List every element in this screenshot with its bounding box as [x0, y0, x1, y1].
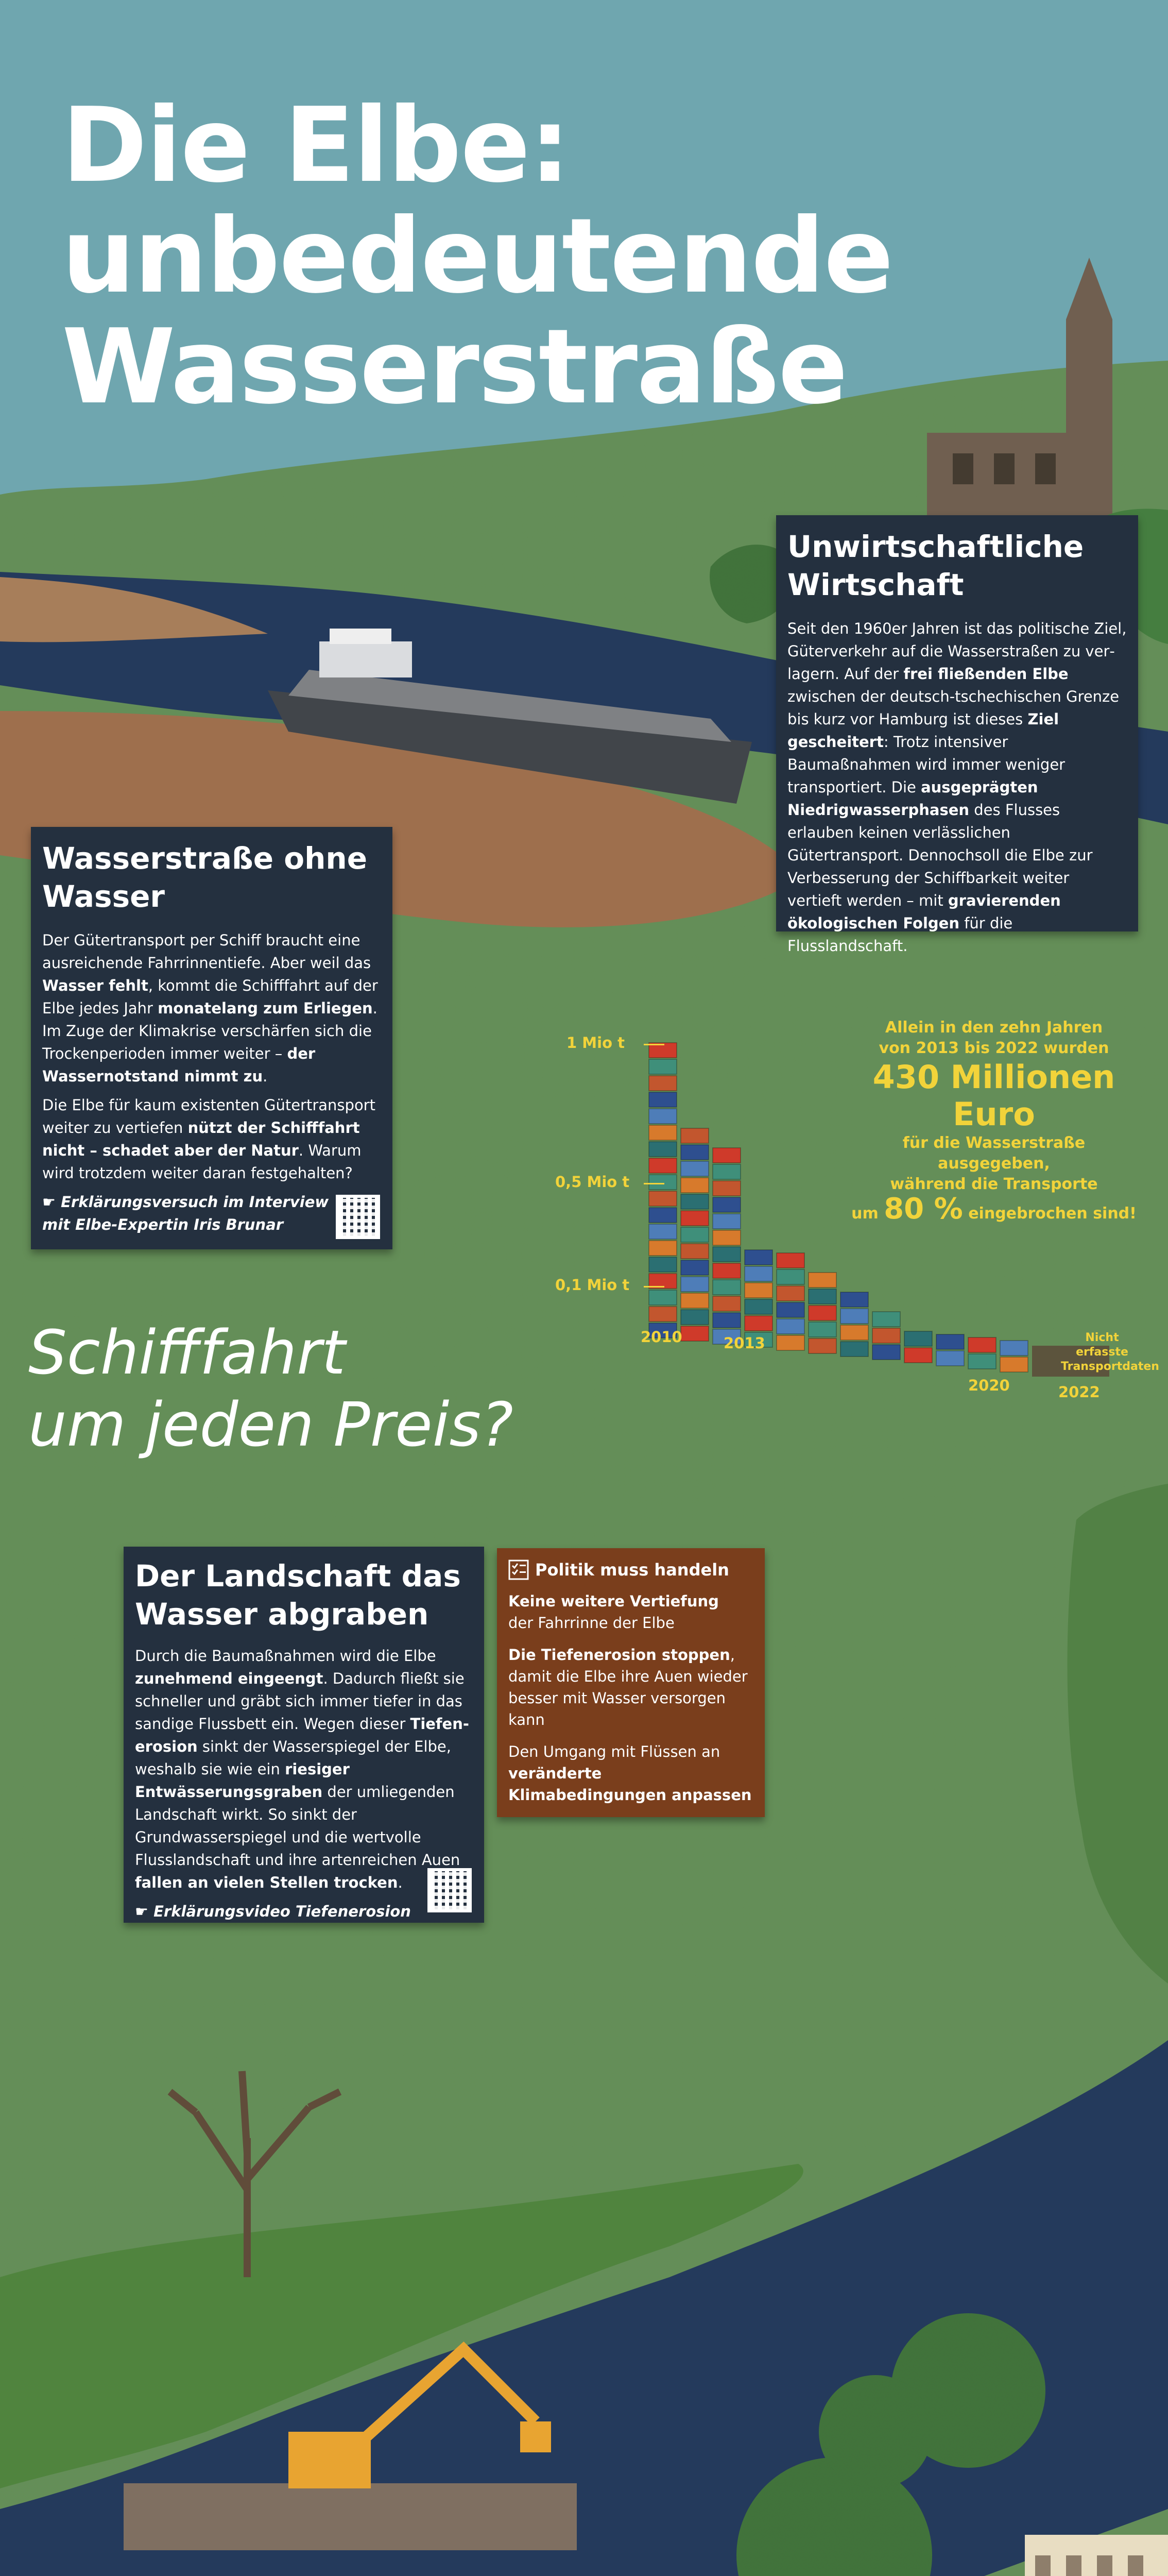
cost-statistic [850, 1018, 1138, 1224]
y-tick-05mio [644, 1183, 664, 1184]
qr-code-video[interactable] [431, 1871, 469, 1909]
interview-link[interactable]: ☛ Erklärungsversuch im Interview mit Elbe-Expertin Iris Brunar [42, 1193, 329, 1233]
y-tick-label-01mio: 0,1 Mio t [555, 1276, 630, 1294]
stat-line-1: Allein in den zehn Jahren [885, 1019, 1103, 1037]
panel-paragraph-2: Die Elbe für kaum existenten Gütertransport weiter zu vertiefen nützt der Schifffahrt nicht – schadet aber der Natur. Warum wird trotzdem weiter daran festgehalten? [42, 1096, 375, 1182]
stat-line-2: von 2013 bis 2022 wurden [879, 1039, 1109, 1057]
panel-heading: Der Landschaft das Wasser abgraben [135, 1558, 461, 1632]
panel-text: Seit den 1960er Jahren ist das politische Ziel, Güterverkehr auf die Wasserstraßen zu verlagern. Auf der frei fließenden Elbe zwischen der deutsch-tschechischen Grenze bis kurz vor Hamburg ist dieses Ziel gescheitert: Trotz intensiver Baumaßnahmen wird immer weniger transportiert. Die ausgeprägten Niedrigwasserphasen des Flusses erlauben keinen verlässlichen Gütertransport. Dennochsoll die Elbe zur Verbesserung der Schiffbarkeit weiter vertieft werden – mit gravierenden ökologischen Folgen für die Flusslandschaft. [787, 620, 1127, 955]
panel-text: Durch die Baumaßnahmen wird die Elbe zunehmend eingeengt. Dadurch fließt sie schneller und gräbt sich immer tiefer in das sandige Flussbett ein. Wegen dieser Tiefenerosion sinkt der Wasserspiegel der Elbe, weshalb sie wie ein riesiger Entwässerungsgraben der umliegenden Landschaft wirkt. So sinkt der Grundwasserspiegel und die wertvolle Flusslandschaft und ihre artenreichen Auen fallen an vielen Stellen trocken. [135, 1647, 469, 1891]
y-tick-01mio [644, 1286, 664, 1287]
policy-item-3: Den Umgang mit Flüssen an veränderte Klimabedingungen anpassen [508, 1743, 752, 1804]
stat-line-3: für die Wasserstraße ausgegeben, [902, 1134, 1086, 1173]
stat-percent-line: um 80 % eingebrochen sind! [851, 1192, 1137, 1226]
section-subheading: Schifffahrt um jeden Preis? [28, 1317, 513, 1460]
stat-line-4: während die Transporte [890, 1175, 1098, 1193]
y-tick-label-1mio: 1 Mio t [566, 1034, 625, 1052]
page-title-line-1: Die Elbe: [62, 86, 570, 206]
panel-paragraph-1: Der Gütertransport per Schiff braucht eine ausreichende Fahrrinnentiefe. Aber weil das Wasser fehlt, kommt die Schifffahrt auf der Elbe jedes Jahr monatelang zum Erliegen. Im Zuge der Klimakrise verschärfen sich die Trockenperioden immer weiter – der Wassernotstand nimmt zu. [42, 931, 378, 1085]
panel-unwirtschaftliche-wirtschaft [776, 515, 1138, 955]
panel-landschaft-wasser-abgraben [124, 1547, 484, 1923]
policy-heading: Politik muss handeln [508, 1557, 753, 1582]
page-title-line-3: Wasserstraße [62, 307, 847, 427]
x-tick-label-2020: 2020 [968, 1377, 1010, 1394]
policy-item-2: Die Tiefenerosion stoppen, damit die Elbe ihre Auen wieder besser mit Wasser versorgen kann [508, 1646, 748, 1728]
video-link-tiefenerosion[interactable]: ☛ Erklärungsvideo Tiefenerosion [135, 1903, 411, 1920]
stat-amount: 430 Millionen Euro [872, 1058, 1115, 1133]
y-tick-1mio [644, 1044, 664, 1045]
panel-wasserstrasse-ohne-wasser [31, 827, 392, 1249]
x-tick-label-2010: 2010 [641, 1328, 682, 1346]
policy-box [497, 1548, 765, 1817]
x-tick-label-2013: 2013 [724, 1334, 765, 1352]
panel-heading: Wasserstraße ohne Wasser [42, 841, 368, 914]
panel-heading: Unwirtschaftliche Wirtschaft [787, 529, 1084, 602]
qr-code-interview[interactable] [339, 1198, 377, 1236]
no-data-label: Nicht erfasste Transportdaten [1061, 1331, 1159, 1373]
policy-item-1: Keine weitere Vertiefung der Fahrrinne der Elbe [508, 1592, 719, 1632]
page-title-line-2: unbedeutende [62, 196, 893, 316]
stat-percent: 80 % [884, 1192, 963, 1226]
checklist-icon [508, 1560, 529, 1580]
page-title [62, 86, 893, 427]
y-tick-label-05mio: 0,5 Mio t [555, 1173, 630, 1191]
x-tick-label-2022: 2022 [1058, 1383, 1100, 1401]
